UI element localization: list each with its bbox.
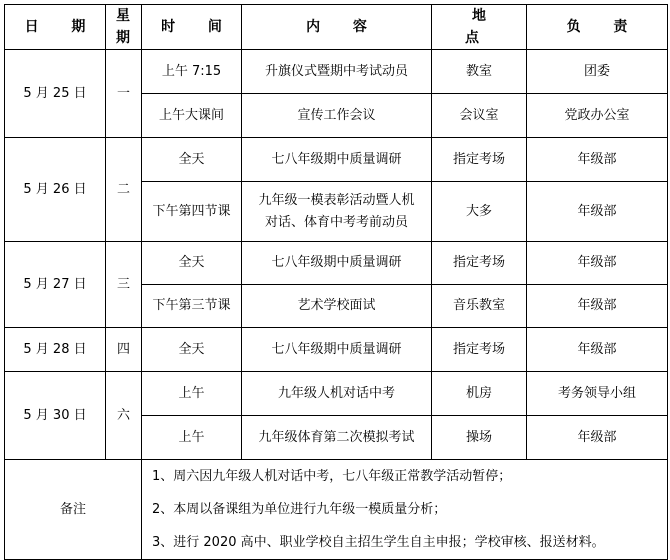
time-cell: 下午第四节课 — [142, 182, 242, 242]
weekday-cell: 四 — [106, 328, 142, 372]
time-cell: 全天 — [142, 138, 242, 182]
place-cell: 操场 — [432, 416, 527, 460]
time-cell: 全天 — [142, 242, 242, 285]
place-cell: 指定考场 — [432, 138, 527, 182]
place-cell: 会议室 — [432, 94, 527, 138]
place-cell: 音乐教室 — [432, 285, 527, 328]
time-cell: 上午 — [142, 372, 242, 416]
date-cell: 5 月 30 日 — [5, 372, 106, 460]
notes-row — [5, 460, 668, 560]
charge-cell: 年级部 — [527, 416, 668, 460]
charge-cell: 年级部 — [527, 328, 668, 372]
content-cell: 九年级体育第二次模拟考试 — [242, 416, 432, 460]
charge-cell: 党政办公室 — [527, 94, 668, 138]
header-time: 时 间 — [142, 5, 242, 50]
place-cell: 教室 — [432, 50, 527, 94]
content-line: 九年级一模表彰活动暨人机 — [258, 192, 415, 208]
header-row — [5, 5, 668, 50]
weekly-schedule-table — [4, 4, 668, 560]
place-cell: 指定考场 — [432, 242, 527, 285]
notes-cell — [142, 460, 668, 560]
charge-cell: 年级部 — [527, 285, 668, 328]
content-cell — [242, 182, 432, 242]
content-cell: 艺术学校面试 — [242, 285, 432, 328]
weekday-cell: 六 — [106, 372, 142, 460]
charge-cell: 年级部 — [527, 182, 668, 242]
charge-cell: 年级部 — [527, 138, 668, 182]
weekday-cell: 三 — [106, 242, 142, 328]
time-cell: 下午第三节课 — [142, 285, 242, 328]
content-cell: 七八年级期中质量调研 — [242, 242, 432, 285]
weekday-cell: 二 — [106, 138, 142, 242]
date-cell: 5 月 27 日 — [5, 242, 106, 328]
time-cell: 上午 7:15 — [142, 50, 242, 94]
note-item: 1、周六因九年级人机对话中考，七八年级正常教学活动暂停； — [152, 469, 512, 484]
time-cell: 上午 — [142, 416, 242, 460]
content-cell: 宣传工作会议 — [242, 94, 432, 138]
date-cell: 5 月 26 日 — [5, 138, 106, 242]
content-cell: 九年级人机对话中考 — [242, 372, 432, 416]
header-charge: 负 责 — [527, 5, 668, 50]
charge-cell: 团委 — [527, 50, 668, 94]
table-row — [5, 138, 668, 182]
content-cell: 七八年级期中质量调研 — [242, 328, 432, 372]
place-cell: 指定考场 — [432, 328, 527, 372]
table-row — [5, 372, 668, 416]
content-line: 对话、体育中考考前动员 — [264, 214, 408, 230]
header-weekday: 星期 — [106, 5, 142, 50]
place-cell: 机房 — [432, 372, 527, 416]
header-place: 地 点 — [432, 5, 527, 50]
charge-cell: 考务领导小组 — [527, 372, 668, 416]
charge-cell: 年级部 — [527, 242, 668, 285]
date-cell: 5 月 28 日 — [5, 328, 106, 372]
note-item: 3、进行 2020 高中、职业学校自主招生学生自主申报；学校审核、报送材料。 — [152, 535, 605, 550]
header-content: 内 容 — [242, 5, 432, 50]
date-cell: 5 月 25 日 — [5, 50, 106, 138]
weekday-cell: 一 — [106, 50, 142, 138]
content-cell: 七八年级期中质量调研 — [242, 138, 432, 182]
table-row — [5, 242, 668, 285]
header-date: 日 期 — [5, 5, 106, 50]
place-cell: 大多 — [432, 182, 527, 242]
content-cell: 升旗仪式暨期中考试动员 — [242, 50, 432, 94]
note-item: 2、本周以备课组为单位进行九年级一模质量分析； — [152, 502, 447, 517]
time-cell: 上午大课间 — [142, 94, 242, 138]
notes-label: 备注 — [5, 460, 142, 560]
table-row — [5, 328, 668, 372]
table-row — [5, 50, 668, 94]
time-cell: 全天 — [142, 328, 242, 372]
